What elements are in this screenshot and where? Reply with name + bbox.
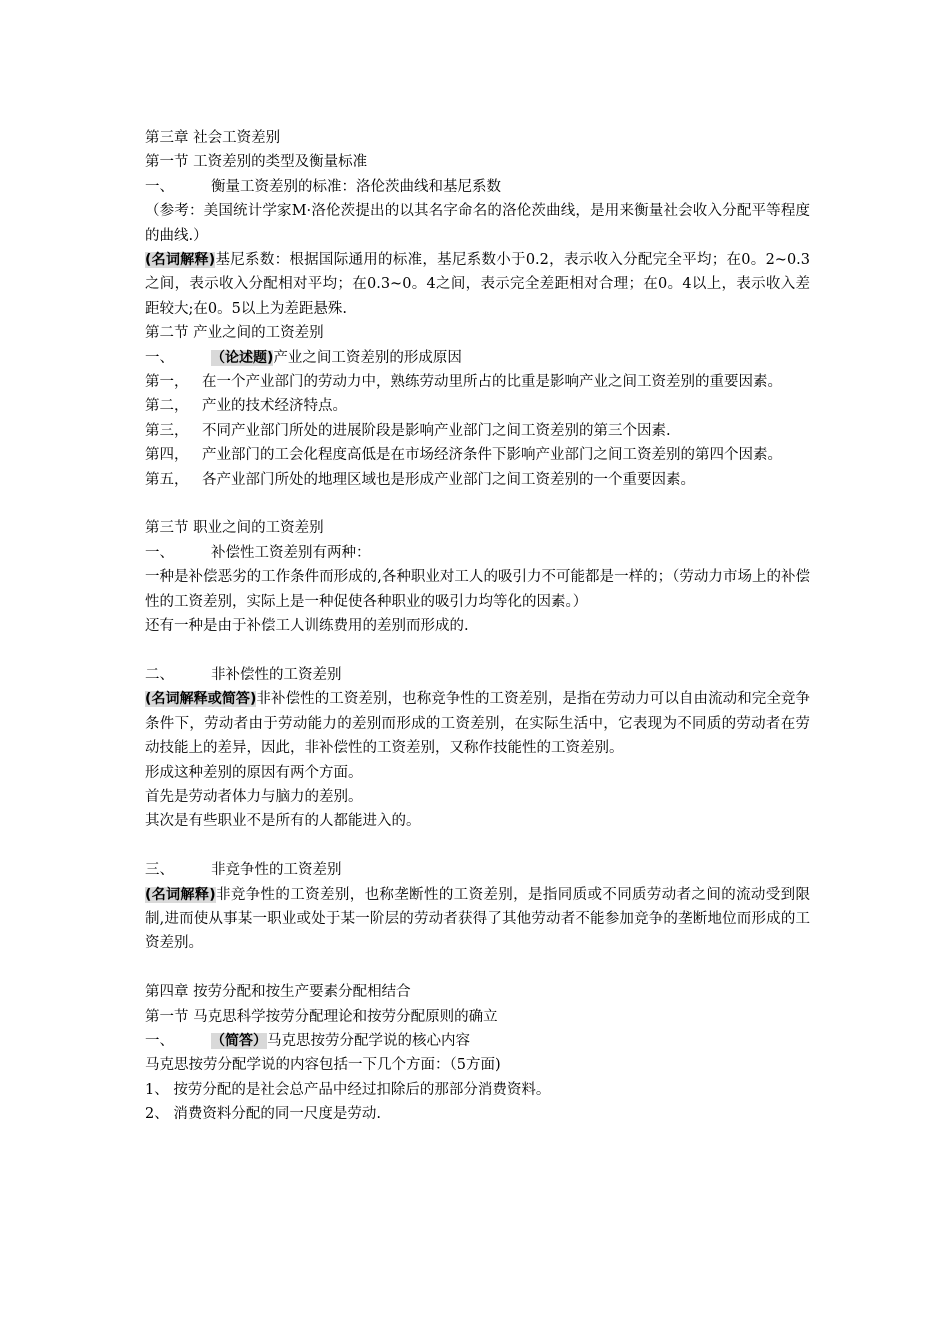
blank-line [145,639,810,663]
blank-line [145,492,810,516]
heading-number: 一、 [145,349,174,366]
list-item-label: 第五， [145,471,189,488]
heading-number: 一、 [145,178,174,195]
heading-number: 一、 [145,1032,174,1049]
paragraph: 马克思按劳分配学说的内容包括一下几个方面：（5方面) [145,1057,501,1074]
section-1-heading-1 [145,175,810,199]
heading-number: 三、 [145,862,174,879]
section-3-heading-1 [145,541,810,565]
term-tag: (名词解释或简答) [145,691,257,708]
definition-text: 非补偿性的工资差别，也称竞争性的工资差别，是指在劳动力可以自由流动和完全竞争条件下，劳动者由于劳动能力的差别而形成的工资差别，在实际生活中，它表现为不同质的劳动者在劳动技能上的差异，因此，非补偿性的工资差别，又称作技能性的工资差别。 [145,691,811,757]
term-tag: (名词解释) [145,886,216,903]
list-item [145,394,810,418]
list-item-text: 产业部门的工会化程度高低是在市场经济条件下影响产业部门之间工资差别的第四个因素。 [202,447,782,464]
list-item [145,419,810,443]
heading-text: 非补偿性的工资差别 [211,666,342,683]
non-compensating-definition [145,687,810,760]
list-item-label: 第三， [145,422,189,439]
list-item-label: 第四， [145,447,189,464]
heading-text: 补偿性工资差别有两种： [211,544,371,561]
list-item-text: 各产业部门所处的地理区域也是形成产业部门之间工资差别的一个重要因素。 [202,471,695,488]
heading-text: 衡量工资差别的标准：洛伦茨曲线和基尼系数 [211,178,501,195]
paragraph: 形成这种差别的原因有两个方面。 [145,764,363,781]
question-type-tag: （论述题) [211,349,274,366]
heading-number: 二、 [145,666,174,683]
list-item-text: 在一个产业部门的劳动力中，熟练劳动里所占的比重是影响产业之间工资差别的重要因素。 [202,374,782,391]
chapter-4-section-1-title: 第一节 马克思科学按劳分配理论和按劳分配原则的确立 [145,1008,498,1025]
chapter-4-title: 第四章 按劳分配和按生产要素分配相结合 [145,984,411,1001]
list-item: 1、 按劳分配的是社会总产品中经过扣除后的那部分消费资料。 [145,1081,551,1098]
section-1-reference: （参考：美国统计学家M·洛伦茨提出的以其名字命名的洛伦茨曲线，是用来衡量社会收入分配平等程度的曲线.） [145,203,810,244]
list-item: 2、 消费资料分配的同一尺度是劳动. [145,1106,381,1123]
chapter-3-title: 第三章 社会工资差别 [145,130,281,146]
definition-text: 非竞争性的工资差别，也称垄断性的工资差别，是指同质或不同质劳动者之间的流动受到限制,进而使从事某一职业或处于某一阶层的劳动者获得了其他劳动者不能参加竞争的垄断地位而形成的工资差别。 [145,886,811,952]
term-tag: (名词解释) [145,252,216,269]
non-competitive-definition [145,883,810,956]
list-item-label: 第一， [145,374,189,391]
paragraph: 其次是有些职业不是所有的人都能进入的。 [145,813,421,830]
heading-number: 一、 [145,544,174,561]
gini-definition [145,248,810,321]
section-2-heading-1 [145,346,810,370]
paragraph: 还有一种是由于补偿工人训练费用的差别而形成的. [145,618,469,635]
section-1-title: 第一节 工资差别的类型及衡量标准 [145,154,368,171]
list-item-label: 第二， [145,398,189,415]
section-3-heading-3 [145,858,810,882]
heading-text: 非竞争性的工资差别 [211,862,342,879]
section-2-title: 第二节 产业之间的工资差别 [145,325,324,342]
blank-line [145,834,810,858]
list-item [145,468,810,492]
section-3-title: 第三节 职业之间的工资差别 [145,520,324,537]
section-3-heading-2 [145,663,810,687]
blank-line [145,956,810,980]
list-item [145,443,810,467]
heading-text: 产业之间工资差别的形成原因 [273,349,462,366]
definition-text: 基尼系数：根据国际通用的标准，基尼系数小于0.2，表示收入分配完全平均；在0。2~0.3之间，表示收入分配相对平均；在0.3~0。4之间，表示完全差距相对合理；在0。4以上，表示收入差距较大;在0。5以上为差距悬殊. [145,252,811,317]
paragraph: 首先是劳动者体力与脑力的差别。 [145,788,363,805]
list-item-text: 不同产业部门所处的进展阶段是影响产业部门之间工资差别的第三个因素. [202,422,671,439]
document-page [145,126,810,1127]
list-item [145,370,810,394]
paragraph: 一种是补偿恶劣的工作条件而形成的,各种职业对工人的吸引力不可能都是一样的；（劳动力市场上的补偿性的工资差别，实际上是一种促使各种职业的吸引力均等化的因素。） [145,569,810,610]
chapter-4-heading-1 [145,1029,810,1053]
heading-text: 马克思按劳分配学说的核心内容 [267,1032,470,1049]
list-item-text: 产业的技术经济特点。 [202,398,347,415]
question-type-tag: （简答） [211,1032,267,1049]
